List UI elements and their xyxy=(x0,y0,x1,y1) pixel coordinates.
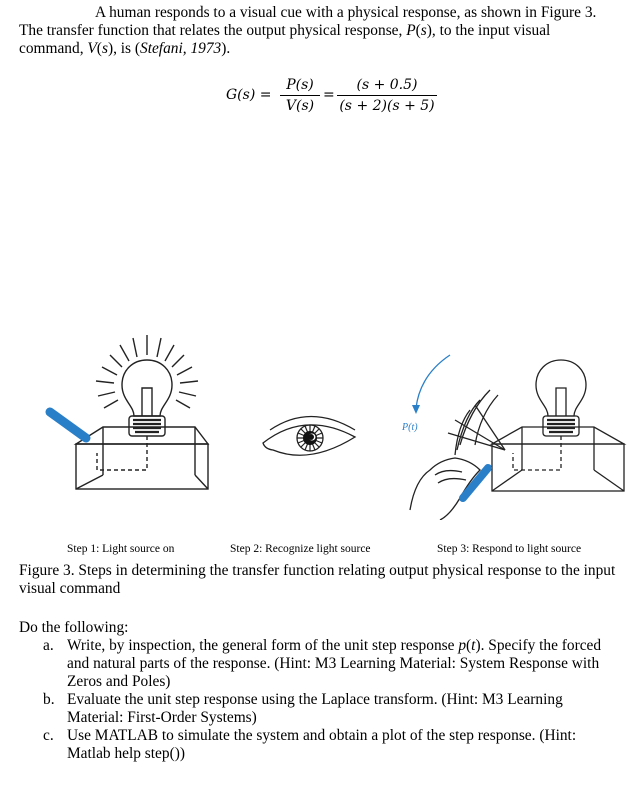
var-p: P xyxy=(406,22,416,39)
fraction-denominator: V(s) xyxy=(285,98,315,114)
intro-line-2 xyxy=(19,22,550,40)
task-line: Material: First-Order Systems) xyxy=(67,709,257,726)
fraction-numerator: (s + 0.5) xyxy=(356,77,418,93)
arrow-label: P(t) xyxy=(402,422,418,433)
task-line: Evaluate the unit step response using the Laplace transform. (Hint: M3 Learning xyxy=(67,691,563,708)
fraction-zeros-over-poles xyxy=(337,76,437,115)
intro-line-1 xyxy=(95,4,596,22)
equals-sign: = xyxy=(323,87,335,103)
fraction-p-over-v xyxy=(280,76,320,115)
task-letter: a. xyxy=(43,637,54,654)
var-p: p xyxy=(458,637,467,654)
task-letter: c. xyxy=(43,727,54,744)
task-line: Zeros and Poles) xyxy=(67,673,171,690)
intro-text: ), is ( xyxy=(107,40,140,57)
intro-text: The transfer function that relates the output physical response, xyxy=(19,22,407,39)
light-source-on-illustration xyxy=(30,320,260,495)
light-rays-icon xyxy=(96,335,198,408)
motion-arrow-icon xyxy=(416,355,450,408)
figure-caption-line-2: visual command xyxy=(19,580,121,597)
var-s: s xyxy=(101,40,108,57)
fraction-denominator: (s + 2)(s + 5) xyxy=(339,98,435,114)
equation-lhs: G(s) = xyxy=(226,87,272,103)
paren: ( xyxy=(96,40,102,57)
intro-text: A human responds to a visual cue with a physical response, as shown in Figure 3. xyxy=(95,4,597,21)
intro-text: ), to the input visual xyxy=(426,22,551,39)
task-line: Use MATLAB to simulate the system and obtain a plot of the step response. (Hint: xyxy=(67,727,577,744)
citation: Stefani, 1973 xyxy=(140,40,222,57)
var-v: V xyxy=(87,40,97,57)
task-text: ). Specify the forced xyxy=(475,637,602,654)
step-3-label: Step 3: Respond to light source xyxy=(437,543,582,555)
switch-lever-icon xyxy=(463,468,488,498)
paren: ( xyxy=(466,637,472,654)
step-1-label: Step 1: Light source on xyxy=(67,543,175,555)
fraction-bar xyxy=(337,95,437,96)
paren: ( xyxy=(415,22,421,39)
switch-lever-icon xyxy=(50,412,86,438)
var-s: s xyxy=(420,22,427,39)
task-text: Write, by inspection, the general form of the unit step response xyxy=(67,637,459,654)
eye-illustration xyxy=(255,405,370,460)
task-letter: b. xyxy=(43,691,55,708)
fraction-numerator: P(s) xyxy=(286,77,314,93)
var-t: t xyxy=(471,637,476,654)
intro-text: command, xyxy=(19,40,88,57)
tasks-heading: Do the following: xyxy=(19,619,129,636)
task-line xyxy=(67,637,601,655)
task-line: and natural parts of the response. (Hint: M3 Learning Material: System Response with xyxy=(67,655,600,672)
figure-caption-line-1: Figure 3. Steps in determining the transfer function relating output physical response to the input xyxy=(19,562,616,579)
fraction-bar xyxy=(280,95,320,96)
intro-text: ). xyxy=(221,40,231,57)
intro-line-3 xyxy=(19,40,230,58)
respond-to-light-illustration xyxy=(380,320,640,520)
task-line: Matlab help step()) xyxy=(67,745,185,762)
step-2-label: Step 2: Recognize light source xyxy=(230,543,371,555)
